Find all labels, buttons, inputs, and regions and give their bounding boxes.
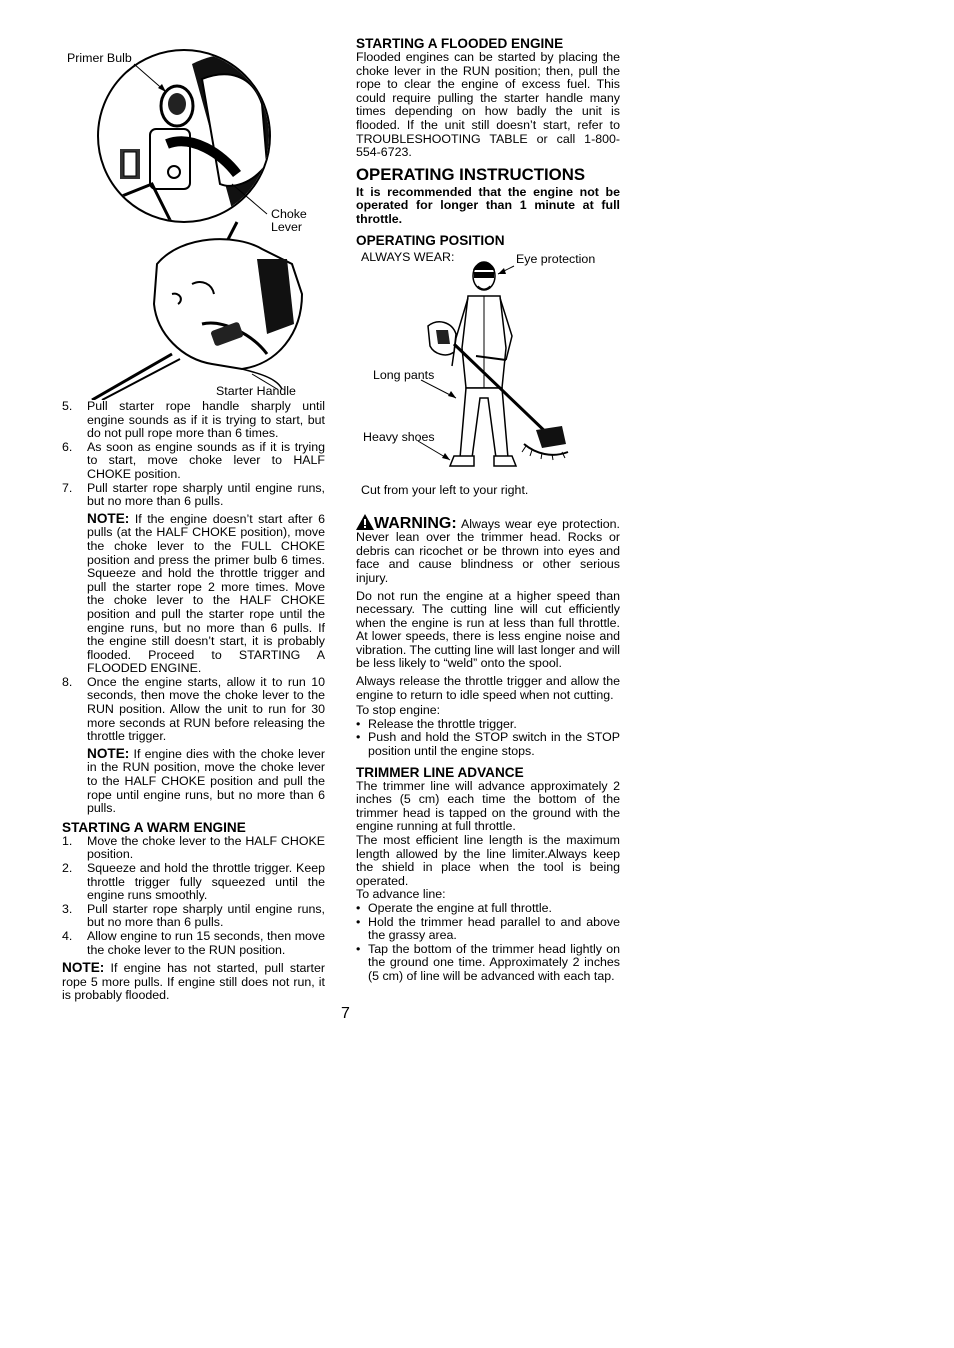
step-number: 1. [62,833,73,848]
note-heading: NOTE: [87,510,130,526]
step-text: Pull starter rope sharply until engine runs, but no more than 6 pulls. [87,480,325,509]
step-text: Pull starter rope sharply until engine runs, but no more than 6 pulls. [87,901,325,930]
step-text: As soon as engine sounds as if it is trying to start, move choke lever to HALF CHOKE position. [87,439,325,481]
line-advance-p2: The most efficient line length is the maximum length allowed by the line limiter.Always keep the shield in place when the tool is being operated. [356,833,620,888]
right-column [356,36,620,984]
step-number: 2. [62,861,73,875]
heavy-shoes-label: Heavy shoes [363,429,435,444]
list-item: • Hold the trimmer head parallel to and above the grassy area. [356,916,620,943]
list-item [62,676,325,816]
warning-text: Always wear eye protection. Never lean over the trimmer head. Rocks or debris can ricochet or be thrown into eyes and face and cause blindness or other serious injury. [356,516,620,585]
step-text: Once the engine starts, allow it to run 10 seconds, then move the choke lever to the RUN position. Allow the unit to run for 30 more seconds at RUN before releasing the throttle trigger. [87,674,325,744]
note-block [87,512,325,676]
choke-lever-label-1: Choke [271,207,307,221]
primer-bulb-label: Primer Bulb [67,51,132,65]
warning-icon [356,514,374,530]
step-text: Squeeze and hold the throttle trigger. Keep throttle trigger fully squeezed until the engine runs smoothly. [87,861,325,903]
flooded-engine-text: Flooded engines can be started by placing the choke lever in the RUN position; then, pull the rope to clear the engine of excess fuel. This could require pulling the starter handle many times depending on how badly the unit is flooded. If the unit still doesn’t start, refer to TROUBLESHOOTING TABLE or call 1-800-554-6723. [356,50,620,160]
advance-line-list [356,902,620,984]
warm-steps-list [62,835,325,957]
operating-position-figure [356,248,620,510]
warning-title: WARNING: [374,514,457,532]
engine-controls-figure [62,34,325,400]
line-advance-heading: TRIMMER LINE ADVANCE [356,764,524,780]
step-number: 7. [62,480,73,495]
flooded-engine-heading: STARTING A FLOODED ENGINE [356,36,564,51]
step-number: 4. [62,928,73,943]
note-text: If the engine doesn’t start after 6 pulls (at the HALF CHOKE position), move the choke lever to the FULL CHOKE position and press the primer bulb 6 times. Squeeze and hold the throttle trigger and pull the starter rope 2 more times. Move the choke lever to the HALF CHOKE position and pull the starter rope until the engine runs, but no more than 6 pulls. If the engine still doesn’t start, it is probably flooded. Proceed to STARTING A FLOODED ENGINE. [87,511,325,676]
list-item [62,835,325,862]
warm-note [62,961,325,1003]
list-item: • Tap the bottom of the trimmer head lightly on the ground one time. Approximately 2 inches (5 cm) of line will be advanced with each tap. [356,943,620,984]
operating-intro: It is recommended that the engine not be operated for longer than 1 minute at full throttle. [356,184,620,226]
list-item [62,400,325,441]
list-item: • Operate the engine at full throttle. [356,902,620,916]
operating-position-heading: OPERATING POSITION [356,232,505,248]
list-item [62,903,325,930]
note-heading: NOTE: [87,745,130,761]
list-item [62,862,325,903]
note-text: If engine has not started, pull starter rope 5 more pulls. If engine still does not run, it is probably flooded. [62,961,325,1003]
speed-paragraph: Do not run the engine at a higher speed than necessary. The cutting line will cut efficiently when the engine is run at less than full throttle. At lower speeds, there is less engine noise and vibration. The cutting line will last longer and will be less likely to “weld” onto the spool. [356,588,620,671]
note-text: If engine dies with the choke lever in the RUN position, move the choke lever to the HALF CHOKE position and pull the rope until engine runs, but no more than 6 pulls. [87,746,325,816]
list-item: • Push and hold the STOP switch in the STOP position until the engine stops. [356,731,620,758]
step-number: 3. [62,901,73,916]
list-item [62,482,325,676]
start-steps-list [62,400,325,816]
note-block [87,747,325,816]
warm-engine-heading: STARTING A WARM ENGINE [62,819,246,835]
step-number: 6. [62,439,73,454]
operating-instructions-heading: OPERATING INSTRUCTIONS [356,164,586,184]
eye-protection-label: Eye protection [516,251,596,266]
list-item [62,930,325,957]
step-number: 5. [62,399,73,413]
idle-paragraph: Always release the throttle trigger and allow the engine to return to idle speed when not cutting. [356,674,620,702]
long-pants-label: Long pants [373,367,435,382]
step-text: Allow engine to run 15 seconds, then move the choke lever to the RUN position. [87,928,325,957]
step-number: 8. [62,674,73,689]
page-number: 7 [341,1005,350,1022]
advance-line-intro: To advance line: [356,887,446,902]
left-column [62,34,325,1003]
warning-block [356,514,620,586]
line-advance-p1: The trimmer line will advance approximately 2 inches (5 cm) each time the bottom of the trimmer head is tapped on the ground with the engine running at full throttle. [356,778,620,834]
list-item [62,441,325,482]
cut-direction-label: Cut from your left to your right. [361,482,529,497]
always-wear-label: ALWAYS WEAR: [361,249,455,264]
step-text: Pull starter rope handle sharply until engine sounds as if it is trying to start, but do not pull rope more than 6 times. [87,399,325,441]
stop-engine-list [356,718,620,759]
stop-engine-intro: To stop engine: [356,703,441,718]
starter-handle-label: Starter Handle [216,384,296,398]
step-text: Move the choke lever to the HALF CHOKE position. [87,833,325,862]
list-item: • Release the throttle trigger. [356,718,620,732]
choke-lever-label-2: Lever [271,220,302,234]
note-heading: NOTE: [62,960,105,976]
